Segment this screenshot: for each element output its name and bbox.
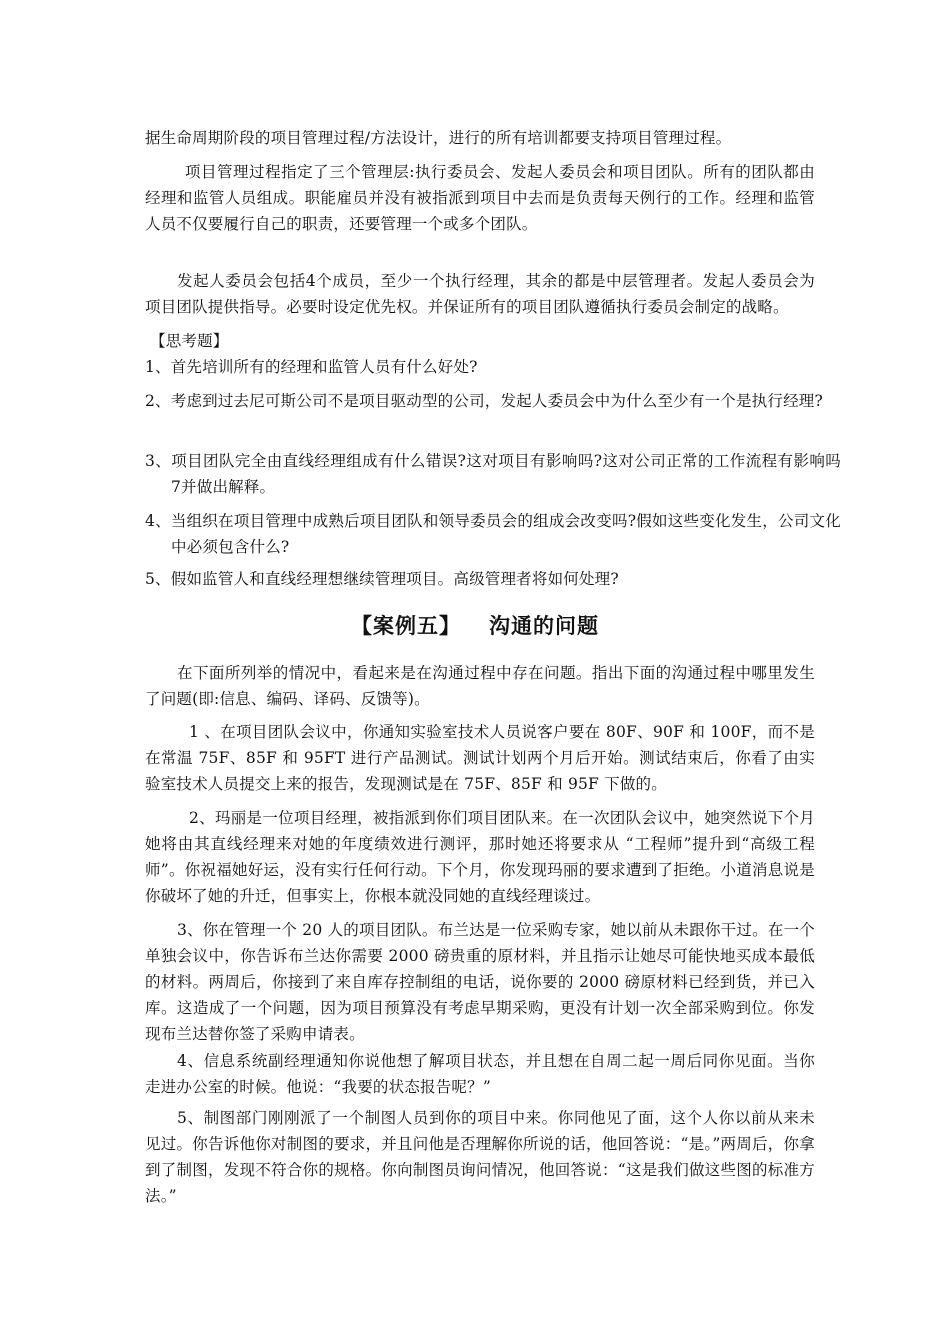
case-item: 4、信息系统副经理通知你说他想了解项目状态，并且想在自周二起一周后同你见面。当你走进办公室的时候。他说：“我要的状态报告呢？” [145,1052,815,1096]
case-item: 5、制图部门刚刚派了一个制图人员到你的项目中来。你同他见了面，这个人你以前从来未见过。你告诉他你对制图的要求，并且问他是否理解你所说的话，他回答说：“是。”两周后，你拿到了制图，发现不符合你的规格。你向制图员询问情况，他回答说：“这是我们做这些图的标准方法。” [145,1109,815,1205]
question-item: 2、考虑到过去尼可斯公司不是项目驱动型的公司，发起人委员会中为什么至少有一个是执行经理? [145,392,823,410]
case-label: 【案例五】 [351,614,461,638]
question-item: 4、当组织在项目管理中成熟后项目团队和领导委员会的组成会改变吗?假如这些变化发生，公司文化中必须包含什么? [145,512,841,556]
question-item: 3、项目团队完全由直线经理组成有什么错误?这对项目有影响吗?这对公司正常的工作流程有影响吗7并做出解释。 [145,452,841,496]
question-item: 5、假如监管人和直线经理想继续管理项目。高级管理者将如何处理? [145,570,619,588]
intro-line: 据生命周期阶段的项目管理过程/方法设计，进行的所有培训都要支持项目管理过程。 [145,129,732,147]
case-item: 2、玛丽是一位项目经理，被指派到你们项目团队来。在一次团队会议中，她突然说下个月她将由其直线经理来对她的年度绩效进行测评，那时她还将要求从 “工程师”提升到“高级工程师”。你祝福她好运，没有实行任何行动。下个月，你发现玛丽的要求遭到了拒绝。小道消息说是你破坏了她的升迁，但事实上，你根本就没同她的直线经理谈过。 [145,809,815,905]
case-item: 1 、在项目团队会议中，你通知实验室技术人员说客户要在 80F、90F 和 100F，而不是在常温 75F、85F 和 95FT 进行产品测试。测试计划两个月后开始。测试结束后，你看了由实验室技术人员提交上来的报告，发现测试是在 75F、85F 和 95F 下做的。 [145,723,815,793]
case-name: 沟通的问题 [489,614,599,638]
questions-heading: 【思考题】 [150,332,229,350]
intro-paragraph-sponsor-committee: 发起人委员会包括4个成员，至少一个执行经理，其余的都是中层管理者。发起人委员会为项目团队提供指导。必要时设定优先权。并保证所有的项目团队遵循执行委员会制定的战略。 [145,272,815,316]
case-title [0,610,950,640]
intro-paragraph-management-levels: 项目管理过程指定了三个管理层:执行委员会、发起人委员会和项目团队。所有的团队都由经理和监管人员组成。职能雇员并没有被指派到项目中去而是负责每天例行的工作。经理和监管人员不仅要履行自己的职责，还要管理一个或多个团队。 [145,163,815,233]
question-item: 1、首先培训所有的经理和监管人员有什么好处? [145,358,478,376]
case-item: 3、你在管理一个 20 人的项目团队。布兰达是一位采购专家，她以前从未跟你干过。在一个单独会议中，你告诉布兰达你需要 2000 磅贵重的原材料，并且指示让她尽可能快地买成本最低的材料。两周后，你接到了来自库存控制组的电话，说你要的 2000 磅原材料已经到货，并已入库。这造成了一个问题，因为项目预算没有考虑早期采购，更没有计划一次全部采购到位。你发现布兰达替你签了采购申请表。 [145,921,815,1043]
case-intro: 在下面所列举的情况中，看起来是在沟通过程中存在问题。指出下面的沟通过程中哪里发生了问题(即:信息、编码、译码、反馈等)。 [145,664,815,708]
